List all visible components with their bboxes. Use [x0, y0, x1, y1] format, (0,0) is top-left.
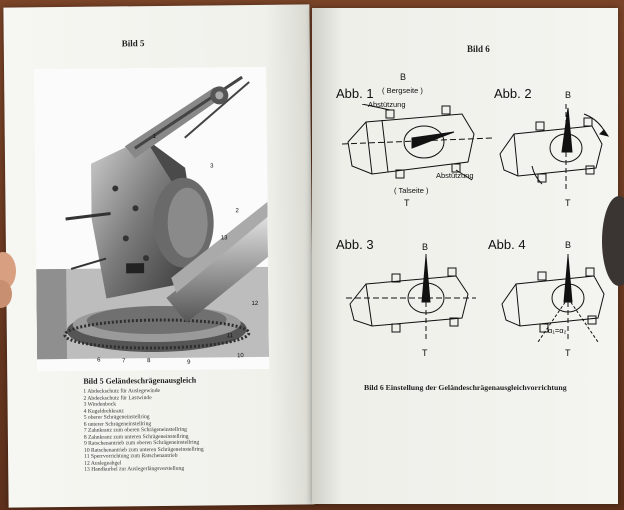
callout-2: 2 [235, 208, 239, 215]
abb-4-bottom: T [565, 348, 571, 358]
callout-3: 3 [210, 163, 214, 170]
abb-4-top: B [565, 240, 572, 250]
abb-1-note-top: Abstützung [368, 100, 406, 109]
legend-item: 1 Abdeckschutz für Auslegewinde [83, 387, 161, 395]
left-page [3, 4, 314, 507]
abb-1-diagram [342, 104, 492, 186]
callout-11: 11 [226, 333, 234, 340]
callout-12: 12 [251, 300, 259, 308]
legend-item: 7 Zahnkranz zum oberen Schrägeneinstellring [83, 426, 187, 434]
abb-1-note-bottom: Abstützung [436, 171, 474, 180]
legend-item: 13 Handkurbel zur Auslegerlängsverstellung [84, 465, 185, 473]
legend-list [83, 387, 284, 474]
callout-9: 9 [187, 359, 191, 366]
legend-item: 9 Ratschenantrieb zum oberen Schrägeneinstellring [83, 439, 200, 447]
abb-1-top-sub: ( Bergseite ) [382, 86, 423, 95]
right-page [312, 8, 618, 504]
abb-3-bottom: T [422, 348, 428, 358]
callout-13: 13 [220, 235, 228, 242]
abb-1-top: B [400, 72, 407, 82]
legend-item: 5 oberer Schrägeneinstellring [83, 414, 150, 421]
abb-1-bottom: T [404, 198, 410, 208]
right-page-header: Bild 6 [467, 44, 490, 54]
callout-10: 10 [237, 353, 244, 360]
crane-photo [34, 67, 269, 371]
abb-3-top: B [422, 242, 429, 252]
callout-8: 8 [147, 358, 151, 365]
abb-1-bottom-sub: ( Talseite ) [394, 186, 429, 195]
abb-2-bottom: T [565, 198, 571, 208]
abb-2-top: B [565, 90, 572, 100]
crane-illustration [34, 67, 269, 371]
callout-1: 1 [152, 134, 157, 141]
abb-1-label: Abb. 1 [336, 86, 374, 101]
right-page-caption: Bild 6 Einstellung der Geländeschrägenausgleichvorrichtung [364, 383, 567, 392]
left-page-caption: Bild 5 Geländeschrägenausgleich [83, 375, 197, 386]
abb-3-label: Abb. 3 [336, 237, 374, 252]
legend-item: 2 Abdeckschutz für Lastwinde [83, 394, 152, 402]
abb-4-diagram [498, 254, 612, 344]
abb-2-label: Abb. 2 [494, 86, 532, 101]
abb-3-diagram [346, 254, 476, 344]
abb-4-angle: α₁=α₂ [548, 326, 567, 335]
left-page-header: Bild 5 [121, 38, 145, 49]
callout-7: 7 [122, 358, 126, 365]
legend-item: 12 Auslegeabgel [84, 459, 122, 467]
legend-item: 8 Zahnkranz zum unteren Schrägeneinstellring [83, 433, 189, 441]
legend-item: 10 Ratschenantrieb zum unteren Schrägeneinstellring [83, 446, 204, 454]
callout-6: 6 [97, 357, 101, 364]
abb-2-diagram [496, 104, 610, 194]
legend-item: 11 Sperrvorrichtung zum Ratschenantrieb [84, 452, 178, 460]
legend-item: 6 unterer Schrägeneinstellring [83, 420, 152, 428]
abb-4-label: Abb. 4 [488, 237, 526, 252]
legend-item: 4 Kugeldrehkranz [83, 407, 124, 415]
legend-item: 3 Windenbock [83, 401, 117, 408]
